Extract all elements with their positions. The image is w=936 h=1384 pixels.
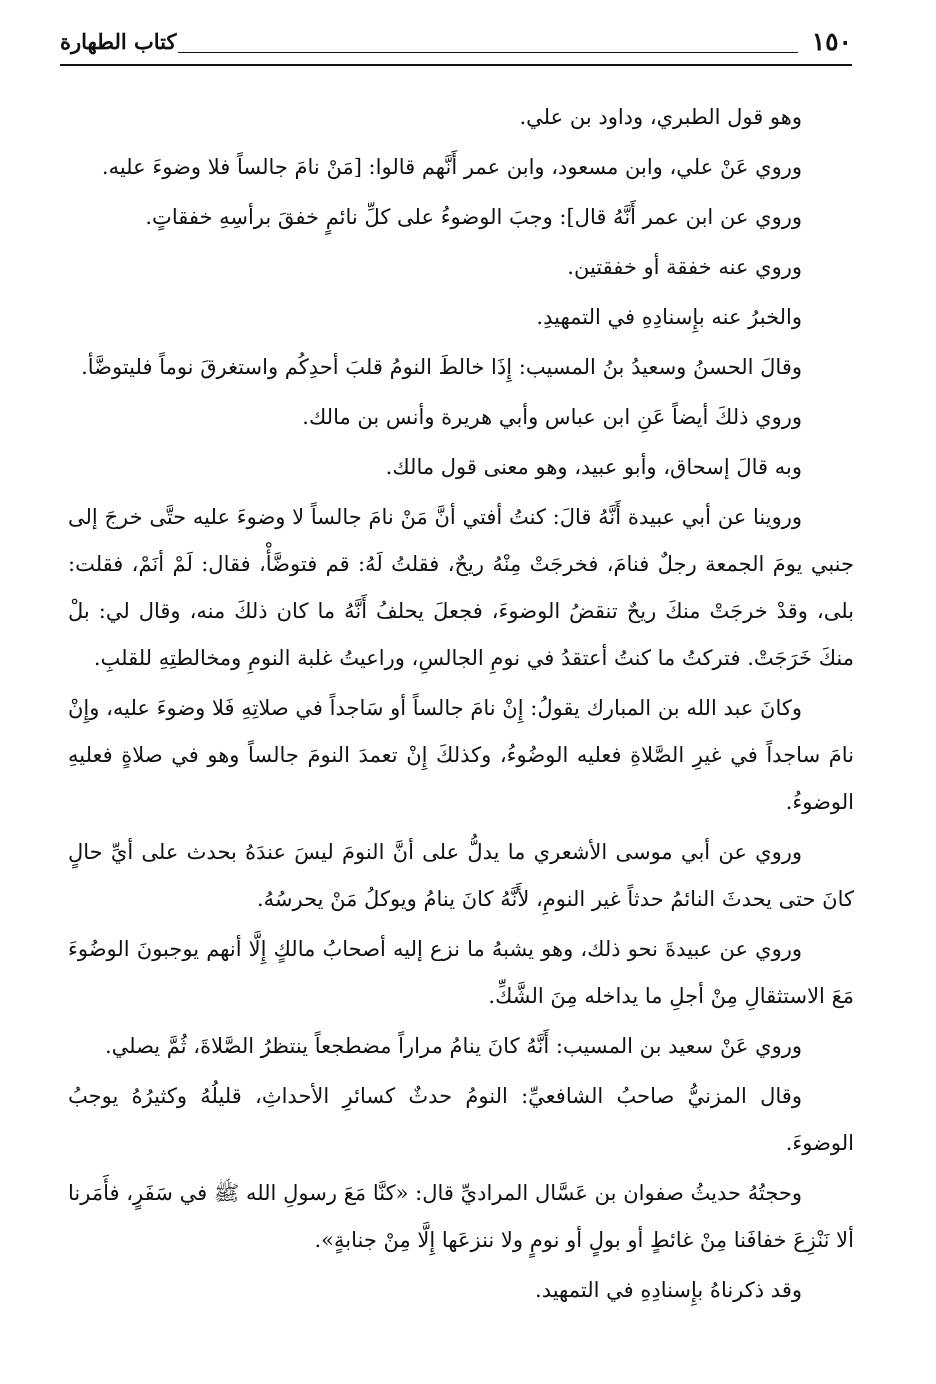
paragraph: وروي عنه خفقة أو خفقتين. <box>567 255 802 279</box>
paragraph: وروي عن عبيدةَ نحو ذلك، وهو يشبهُ ما نزع إليه أصحابُ مالكٍ إِلَّا أنهم يوجبونَ الوضُوءَ مَعَ الاستثقالِ مِنْ أجلِ ما يداخله مِنَ الشَّكِّ. <box>68 937 854 1008</box>
page-header <box>60 22 852 62</box>
page-body <box>68 94 854 1317</box>
paragraph: وروي عن ابن عمر أَنَّهُ قال]: وجبَ الوضوءُ على كلِّ نائمٍ خفقَ برأسِهِ خفقاتٍ. <box>145 205 802 229</box>
paragraph: والخبرُ عنه بإِسنادِهِ في التمهيدِ. <box>536 305 802 329</box>
book-title: كتاب الطهارة <box>60 29 177 54</box>
paragraph: وروي عَنْ علي، وابن مسعود، وابن عمر أَنَّهم قالوا: [مَنْ نامَ جالساً فلا وضوءَ عليه. <box>101 155 802 179</box>
paragraph: وروينا عن أبي عبيدة أَنَّهُ قالَ: كنتُ أفتي أنَّ مَنْ نامَ جالساً لا وضوءَ عليه حتَّى خرجَ إلى جنبي يومَ الجمعة رجلٌ فنامَ، فخرجَتْ مِنْهُ ريحٌ، فقلتُ لَهُ: قم فتوضَّأْ، فقال: لَمْ أنَمْ، فقلت: بلى، وقدْ خرجَتْ منكَ ريحٌ تنقضُ الوضوءَ، فجعلَ يحلفُ أَنَّهُ ما كان ذلكَ منه، وقال لي: بلْ منكَ خَرَجَتْ. فتركتُ ما كنتُ أعتقدُ في نومِ الجالسِ، وراعيتُ غلبة النومِ ومخالطتِهِ للقلبِ. <box>68 505 854 670</box>
paragraph: وقال المزنيُّ صاحبُ الشافعيِّ: النومُ حدثٌ كسائرِ الأحداثِ، قليلُهُ وكثيرُهُ يوجبُ الوضوءَ. <box>68 1084 854 1155</box>
paragraph: وقالَ الحسنُ وسعيدُ بنُ المسيب: إِذَا خالطَ النومُ قلبَ أحدِكُم واستغرقَ نوماً فليتوضَّأ. <box>81 355 802 379</box>
paragraph: وقد ذكرناهُ بإِسنادِهِ في التمهيد. <box>535 1278 802 1302</box>
paragraph: وحجتُهُ حديثُ صفوان بن عَسَّال المراديِّ قال: «كنَّا مَعَ رسولِ الله ﷺ في سَفَرٍ، فأَمَرنا ألا نَنْزِعَ خفافَنا مِنْ غائطٍ أو بولٍ أو نومٍ ولا ننزعَها إِلَّا مِنْ جنابةٍ». <box>68 1181 854 1252</box>
header-rule <box>60 64 852 66</box>
page-number: ١٥٠ <box>811 27 852 56</box>
paragraph: وروي عَنْ سعيد بن المسيب: أَنَّهُ كانَ ينامُ مراراً مضطجعاً ينتظرُ الصَّلاةَ، ثُمَّ يصلي. <box>104 1034 802 1058</box>
header-rule-thin <box>178 52 798 53</box>
paragraph: وروي ذلكَ أيضاً عَنِ ابن عباس وأبي هريرة وأنس بن مالك. <box>302 405 802 429</box>
paragraph: وهو قول الطبري، وداود بن علي. <box>519 105 802 129</box>
paragraph: وروي عن أبي موسى الأشعري ما يدلُّ على أنَّ النومَ ليسَ عندَهُ بحدث على أيِّ حالٍ كانَ حتى يحدثَ النائمُ حدثاً غير النومِ، لأَنَّهُ كانَ ينامُ ويوكلُ مَنْ يحرسُهُ. <box>68 840 854 911</box>
paragraph: وكانَ عبد الله بن المبارك يقولُ: إِنْ نامَ جالساً أو سَاجداً في صلاتِهِ فَلا وضوءَ عليه، وإِنْ نامَ ساجداً في غيرِ الصَّلاةِ فعليه الوضُوءُ، وكذلكَ إِنْ تعمدَ النومَ جالساً وهو في صلاةٍ فعليهِ الوضوءُ. <box>68 696 854 814</box>
paragraph: وبه قالَ إسحاق، وأبو عبيد، وهو معنى قول مالك. <box>385 455 802 479</box>
